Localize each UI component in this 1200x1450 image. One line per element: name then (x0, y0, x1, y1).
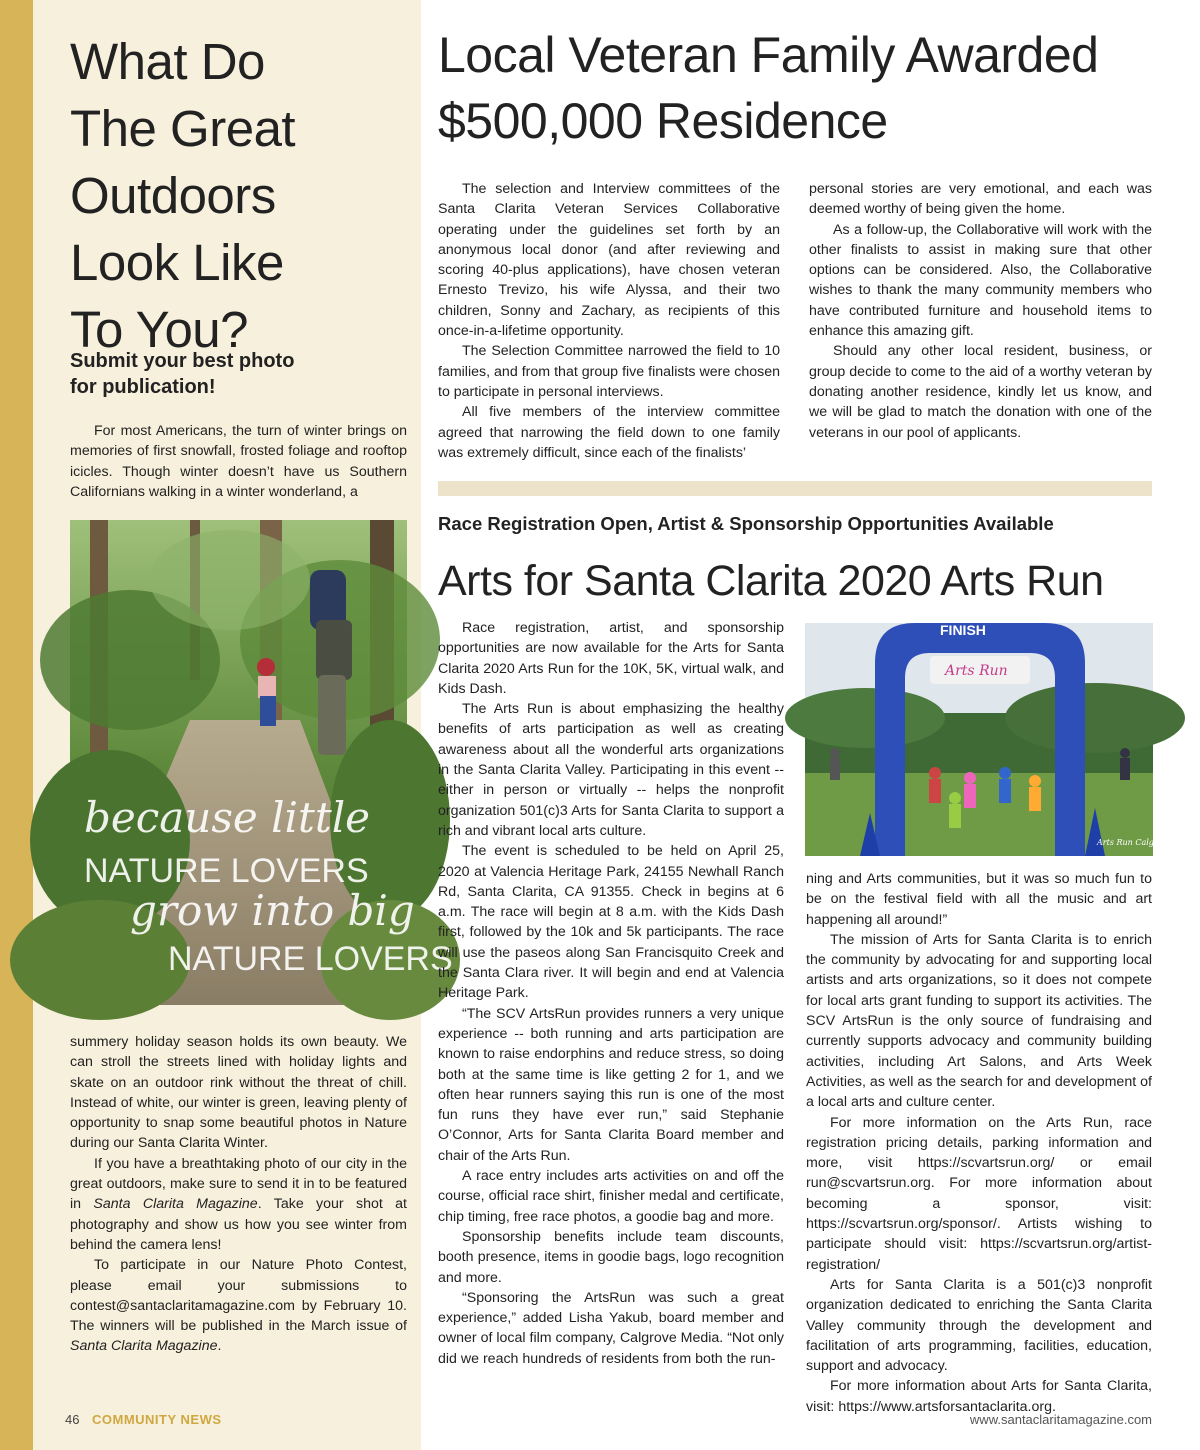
paragraph: The selection and Interview committees of the Santa Clarita Veteran Services Collaborative operating under the guidelines set forth by an anonymous local donor (and after reviewing and scoring 40-plus applications), have chosen veteran Ernesto Trevizo, his wife Alyssa, and their two children, Sonny and Zachary, as recipients of this once-in-a-lifetime opportunity. (438, 181, 780, 340)
paragraph: ning and Arts communities, but it was so much fun to be on the festival field with all the music and art happening all around!” (806, 871, 1152, 928)
paragraph (70, 1255, 407, 1356)
paragraph: Race registration, artist, and sponsorship opportunities are now available for the Arts for Santa Clarita 2020 Arts Run for the 10K, 5K, virtual walk, and Kids Dash. (438, 620, 784, 697)
headline-line: Local Veteran Family Awarded (438, 27, 1099, 83)
outdoors-headline (70, 28, 410, 363)
arts-column-2 (806, 869, 1152, 1417)
paragraph: As a follow-up, the Collaborative will work with the other finalists to assist in making sure that other options can be considered. Also, the Collaborative wishes to thank the many community members who have contributed furniture and household items to enhance this amazing gift. (809, 221, 1152, 340)
caption-line: NATURE LOVERS (84, 852, 369, 890)
paragraph (70, 1154, 407, 1255)
veteran-column-1 (438, 179, 780, 463)
page-number: 46 (65, 1412, 80, 1427)
paragraph: Should any other local resident, business, or group decide to come to the aid of a worthy veteran by donating another residence, kindly let us know, and we will be glad to match the donation with one of the veterans in our pool of applicants. (809, 343, 1152, 441)
subheadline-line: for publication! (70, 376, 216, 398)
veteran-headline (438, 22, 1178, 154)
paragraph: personal stories are very emotional, and each was deemed worthy of being given the home. (809, 181, 1152, 218)
outdoors-subheadline (70, 348, 390, 400)
magazine-url: www.santaclaritamagazine.com (969, 1412, 1152, 1427)
arts-kicker: Race Registration Open, Artist & Sponsorship Opportunities Available (438, 513, 1054, 534)
finish-banner-text: FINISH (940, 622, 986, 638)
arts-headline: Arts for Santa Clarita 2020 Arts Run (438, 557, 1104, 605)
gold-edge-bar (0, 0, 33, 1450)
paragraph: The Arts Run is about emphasizing the healthy benefits of arts participation as well as creating awareness about all the wonderful arts organizations in the Santa Clarita Valley. Participating in this event -- either in person or virtually -- helps the nonprofit organization 501(c)3 Arts for Santa Clarita to support a rich and vibrant local arts culture. (438, 701, 784, 839)
paragraph: Sponsorship benefits include team discounts, booth presence, items in goodie bags, logo recognition and more. (438, 1228, 784, 1286)
text-run: To participate in our Nature Photo Contest, please email your submissions to contest@santaclaritamagazine.com by February 10. The winners will be published in the March issue of (70, 1257, 407, 1335)
caption-line: grow into big (130, 886, 415, 935)
veteran-column-2 (809, 179, 1152, 443)
arts-run-logo: Arts Run (945, 663, 1008, 679)
headline-line: Outdoors (70, 167, 276, 224)
paragraph: The event is scheduled to be held on April 25, 2020 at Valencia Heritage Park, 24155 Newhall Ranch Rd, Santa Clarita, CA 91355. Check in begins at 6 a.m. The race will begin at 8 a.m. with the Kids Dash first, followed by the 10k and 5k participants. The race will use the paseos along San Francisquito Creek and the Santa Clara river. It will begin and end at Valencia Heritage Park. (438, 843, 784, 1002)
text-run: If you have a breathtaking photo of our city in the great outdoors, make sure to send it in to be featured in (70, 1155, 407, 1213)
outdoors-body-bottom (70, 1032, 407, 1357)
paragraph: For more information about Arts for Santa Clarita, visit: https://www.artsforsantaclarita.org. (806, 1378, 1152, 1415)
paragraph: Arts for Santa Clarita is a 501(c)3 nonprofit organization dedicated to enriching the Santa Clarita Valley community through the development and facilitation of arts programming, facilities, education, support and advocacy. (806, 1276, 1152, 1375)
subheadline-line: Submit your best photo (70, 350, 295, 372)
arts-column-1 (438, 618, 784, 1369)
paragraph: A race entry includes arts activities on and off the course, official race shirt, finisher medal and certificate, chip timing, free race photos, a goodie bag and more. (438, 1168, 784, 1225)
paragraph: All five members of the interview committee agreed that narrowing the field down to one family was extremely difficult, since each of the finalists’ (438, 404, 780, 461)
headline-line: $500,000 Residence (438, 93, 888, 149)
caption-line: because little (84, 793, 371, 842)
section-label: COMMUNITY NEWS (92, 1412, 222, 1427)
outdoors-body-top (70, 421, 407, 502)
magazine-name: Santa Clarita Magazine (70, 1338, 218, 1355)
magazine-name: Santa Clarita Magazine (93, 1196, 258, 1213)
paragraph: The Selection Committee narrowed the field to 10 families, and from that group five finalists were chosen to participate in personal interviews. (438, 343, 780, 400)
caption-line: NATURE LOVERS (168, 940, 453, 978)
forest-trail-illustration (70, 520, 453, 1005)
text-run: . (217, 1338, 222, 1355)
headline-line: The Great (70, 100, 296, 157)
nature-lovers-photo (70, 520, 453, 1005)
paragraph: For most Americans, the turn of winter brings on memories of first snowfall, frosted foliage and rooftop icicles. Though winter doesn’t have us Southern Californians walking in a winter wonderland, a (70, 423, 407, 500)
paragraph: “The SCV ArtsRun provides runners a very unique experience -- both running and arts participation are known to raise endorphins and reduce stress, so doing both at the same time is like getting 2 for 1, and we often hear runners saying this run is one of the most fun runs they have ever run,” said Stephanie O’Connor, Arts for Santa Clarita Board member and chair of the Arts Run. (438, 1005, 784, 1164)
text-run: . Take your shot at photography and show us how you see winter from behind the camera lens! (70, 1196, 408, 1253)
arts-run-photo (805, 622, 1172, 856)
paragraph: The mission of Arts for Santa Clarita is to enrich the community by advocating for and supporting local artists and arts organizations, so it does not compete for local arts grant funding to support its activities. The SCV ArtsRun is the only source of fundraising and currently supports advocacy and community building activities, including Art Salons, and Arts Week Activities, as well as the search for and development of a local arts and culture center. (806, 931, 1152, 1111)
headline-line: What Do (70, 33, 265, 90)
paragraph: summery holiday season holds its own beauty. We can stroll the streets lined with holiday lights and skate on an outdoor rink without the threat of chill. Instead of white, our winter is green, leaving plenty of opportunity to snap some beautiful photos in Nature during our Santa Clarita Winter. (70, 1034, 407, 1152)
paragraph: “Sponsoring the ArtsRun was such a great experience,” added Lisha Yakub, board member and owner of local film company, Calgrove Media. “Not only did we reach hundreds of residents from both the run- (438, 1289, 784, 1367)
paragraph: For more information on the Arts Run, race registration pricing details, parking information and more, visit https://scvartsrun.org/ or email run@scvartsrun.org. For more information about becoming a sponsor, visit: https://scvartsrun.org/sponsor/. Artists wishing to participate should visit: https://scvartsrun.org/artist-registration/ (806, 1114, 1152, 1273)
photo-watermark: Arts Run Calgrove (1097, 838, 1172, 847)
finish-line-illustration (805, 622, 1172, 856)
headline-line: To You? (70, 301, 249, 358)
headline-line: Look Like (70, 234, 284, 291)
section-divider (438, 481, 1152, 496)
